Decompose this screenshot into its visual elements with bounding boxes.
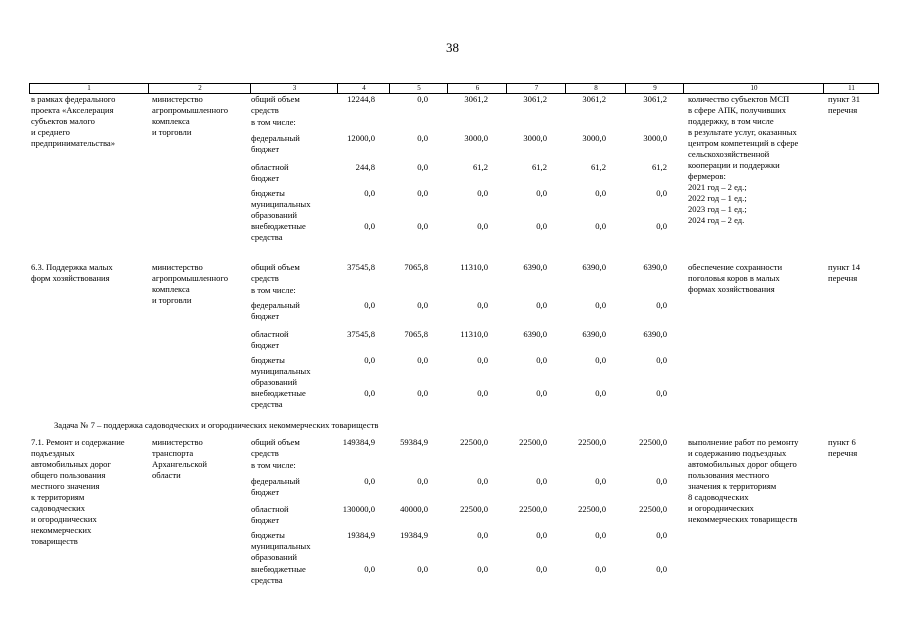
column-number: 7 xyxy=(506,84,566,93)
amount-cell: 0,0 xyxy=(595,530,606,540)
funding-source-label: в том числе: xyxy=(251,460,296,470)
list-reference: пункт 6 xyxy=(828,437,856,447)
amount-cell: 0,0 xyxy=(417,355,428,365)
measure-name: и огороднических xyxy=(31,514,97,524)
measure-name: 6.3. Поддержка малых xyxy=(31,262,113,272)
amount-cell: 7065,8 xyxy=(404,262,428,272)
amount-cell: 19384,9 xyxy=(347,530,375,540)
responsible-executor: и торговли xyxy=(152,295,192,305)
result-indicator: 2021 год – 2 ед.; xyxy=(688,182,747,192)
funding-source-label: федеральный xyxy=(251,133,300,143)
amount-cell: 0,0 xyxy=(595,188,606,198)
amount-cell: 3061,2 xyxy=(523,94,547,104)
responsible-executor: министерство xyxy=(152,437,203,447)
measure-name: в рамках федерального xyxy=(31,94,116,104)
responsible-executor: транспорта xyxy=(152,448,194,458)
result-indicator: 8 садоводческих xyxy=(688,492,749,502)
amount-cell: 0,0 xyxy=(477,188,488,198)
funding-source-label: внебюджетные xyxy=(251,388,306,398)
amount-cell: 59384,9 xyxy=(400,437,428,447)
responsible-executor: агропромышленного xyxy=(152,105,228,115)
amount-cell: 0,0 xyxy=(656,221,667,231)
amount-cell: 0,0 xyxy=(477,355,488,365)
funding-source-label: бюджеты xyxy=(251,355,285,365)
amount-cell: 3000,0 xyxy=(464,133,488,143)
result-indicator: и содержанию подъездных xyxy=(688,448,787,458)
column-number: 6 xyxy=(447,84,507,93)
measure-name: проекта «Акселерация xyxy=(31,105,114,115)
measure-name: субъектов малого xyxy=(31,116,95,126)
amount-cell: 0,0 xyxy=(364,388,375,398)
amount-cell: 0,0 xyxy=(417,162,428,172)
amount-cell: 0,0 xyxy=(364,476,375,486)
funding-source-label: средства xyxy=(251,232,283,242)
funding-source-label: бюджет xyxy=(251,515,280,525)
amount-cell: 3061,2 xyxy=(582,94,606,104)
result-indicator: поголовья коров в малых xyxy=(688,273,780,283)
amount-cell: 22500,0 xyxy=(519,437,547,447)
funding-source-label: в том числе: xyxy=(251,117,296,127)
funding-source-label: в том числе: xyxy=(251,285,296,295)
amount-cell: 6390,0 xyxy=(582,329,606,339)
funding-source-label: образований xyxy=(251,377,297,387)
measure-name: 7.1. Ремонт и содержание xyxy=(31,437,125,447)
amount-cell: 244,8 xyxy=(355,162,375,172)
result-indicator: автомобильных дорог общего xyxy=(688,459,797,469)
amount-cell: 0,0 xyxy=(656,300,667,310)
amount-cell: 22500,0 xyxy=(460,437,488,447)
amount-cell: 0,0 xyxy=(477,476,488,486)
funding-source-label: средств xyxy=(251,273,279,283)
result-indicator: некоммерческих товариществ xyxy=(688,514,798,524)
funding-source-label: муниципальных xyxy=(251,199,311,209)
funding-source-label: федеральный xyxy=(251,300,300,310)
responsible-executor: комплекса xyxy=(152,116,190,126)
result-indicator: центром компетенций в сфере xyxy=(688,138,799,148)
amount-cell: 0,0 xyxy=(595,388,606,398)
amount-cell: 0,0 xyxy=(595,564,606,574)
amount-cell: 37545,8 xyxy=(347,329,375,339)
amount-cell: 0,0 xyxy=(536,388,547,398)
amount-cell: 0,0 xyxy=(477,564,488,574)
result-indicator: фермеров: xyxy=(688,171,726,181)
amount-cell: 40000,0 xyxy=(400,504,428,514)
funding-source-label: общий объем xyxy=(251,94,300,104)
result-indicator: количество субъектов МСП xyxy=(688,94,790,104)
amount-cell: 61,2 xyxy=(651,162,667,172)
column-number: 3 xyxy=(250,84,338,93)
result-indicator: формах хозяйствования xyxy=(688,284,775,294)
amount-cell: 0,0 xyxy=(477,221,488,231)
amount-cell: 0,0 xyxy=(536,300,547,310)
column-number: 9 xyxy=(625,84,684,93)
amount-cell: 0,0 xyxy=(364,300,375,310)
amount-cell: 130000,0 xyxy=(342,504,375,514)
funding-source-label: средства xyxy=(251,575,283,585)
result-indicator: выполнение работ по ремонту xyxy=(688,437,799,447)
amount-cell: 0,0 xyxy=(477,300,488,310)
amount-cell: 22500,0 xyxy=(519,504,547,514)
amount-cell: 0,0 xyxy=(364,188,375,198)
funding-source-label: областной xyxy=(251,162,289,172)
result-indicator: и огороднических xyxy=(688,503,754,513)
funding-source-label: средств xyxy=(251,448,279,458)
measure-name: подъездных xyxy=(31,448,75,458)
column-number: 2 xyxy=(148,84,251,93)
column-number: 4 xyxy=(337,84,390,93)
list-reference: пункт 31 xyxy=(828,94,861,104)
amount-cell: 0,0 xyxy=(595,300,606,310)
measure-name: местного значения xyxy=(31,481,100,491)
amount-cell: 3000,0 xyxy=(582,133,606,143)
result-indicator: в сфере АПК, получивших xyxy=(688,105,787,115)
page-number: 38 xyxy=(446,40,459,55)
amount-cell: 0,0 xyxy=(417,94,428,104)
amount-cell: 3000,0 xyxy=(523,133,547,143)
measure-name: общего пользования xyxy=(31,470,106,480)
amount-cell: 0,0 xyxy=(595,476,606,486)
amount-cell: 0,0 xyxy=(477,530,488,540)
funding-source-label: муниципальных xyxy=(251,541,311,551)
amount-cell: 0,0 xyxy=(417,564,428,574)
amount-cell: 22500,0 xyxy=(639,437,667,447)
result-indicator: 2022 год – 1 ед.; xyxy=(688,193,747,203)
amount-cell: 37545,8 xyxy=(347,262,375,272)
amount-cell: 0,0 xyxy=(536,564,547,574)
amount-cell: 0,0 xyxy=(417,476,428,486)
task-heading: Задача № 7 – поддержка садоводческих и огороднических некоммерческих товариществ xyxy=(54,420,379,430)
funding-source-label: муниципальных xyxy=(251,366,311,376)
funding-source-label: бюджет xyxy=(251,340,280,350)
funding-source-label: бюджет xyxy=(251,487,280,497)
responsible-executor: агропромышленного xyxy=(152,273,228,283)
amount-cell: 0,0 xyxy=(417,221,428,231)
funding-source-label: бюджеты xyxy=(251,530,285,540)
column-number: 10 xyxy=(683,84,824,93)
amount-cell: 7065,8 xyxy=(404,329,428,339)
amount-cell: 0,0 xyxy=(656,476,667,486)
funding-source-label: образований xyxy=(251,552,297,562)
amount-cell: 0,0 xyxy=(417,300,428,310)
responsible-executor: министерство xyxy=(152,262,203,272)
funding-source-label: бюджет xyxy=(251,311,280,321)
amount-cell: 11310,0 xyxy=(460,329,488,339)
amount-cell: 0,0 xyxy=(417,388,428,398)
amount-cell: 61,2 xyxy=(472,162,488,172)
funding-source-label: средства xyxy=(251,399,283,409)
list-reference: перечня xyxy=(828,273,858,283)
measure-name: к территориям xyxy=(31,492,85,502)
funding-source-label: федеральный xyxy=(251,476,300,486)
measure-name: садоводческих xyxy=(31,503,86,513)
amount-cell: 19384,9 xyxy=(400,530,428,540)
list-reference: перечня xyxy=(828,448,858,458)
amount-cell: 61,2 xyxy=(531,162,547,172)
amount-cell: 61,2 xyxy=(590,162,606,172)
column-number: 5 xyxy=(389,84,448,93)
funding-source-label: общий объем xyxy=(251,262,300,272)
responsible-executor: и торговли xyxy=(152,127,192,137)
list-reference: пункт 14 xyxy=(828,262,861,272)
amount-cell: 0,0 xyxy=(536,530,547,540)
amount-cell: 0,0 xyxy=(595,221,606,231)
result-indicator: поддержку, в том числе xyxy=(688,116,774,126)
amount-cell: 0,0 xyxy=(656,188,667,198)
funding-source-label: внебюджетные xyxy=(251,221,306,231)
result-indicator: в результате услуг, оказанных xyxy=(688,127,797,137)
measure-name: товариществ xyxy=(31,536,78,546)
amount-cell: 0,0 xyxy=(595,355,606,365)
measure-name: и среднего xyxy=(31,127,70,137)
result-indicator: пользования местного xyxy=(688,470,770,480)
amount-cell: 6390,0 xyxy=(643,262,667,272)
amount-cell: 12000,0 xyxy=(347,133,375,143)
responsible-executor: министерство xyxy=(152,94,203,104)
column-number: 1 xyxy=(87,84,91,92)
amount-cell: 0,0 xyxy=(656,564,667,574)
amount-cell: 11310,0 xyxy=(460,262,488,272)
amount-cell: 22500,0 xyxy=(639,504,667,514)
funding-source-label: бюджет xyxy=(251,173,280,183)
list-reference: перечня xyxy=(828,105,858,115)
amount-cell: 3000,0 xyxy=(643,133,667,143)
funding-source-label: областной xyxy=(251,329,289,339)
amount-cell: 6390,0 xyxy=(582,262,606,272)
amount-cell: 0,0 xyxy=(656,355,667,365)
amount-cell: 22500,0 xyxy=(578,437,606,447)
amount-cell: 22500,0 xyxy=(460,504,488,514)
amount-cell: 0,0 xyxy=(477,388,488,398)
result-indicator: обеспечение сохранности xyxy=(688,262,783,272)
amount-cell: 0,0 xyxy=(417,188,428,198)
responsible-executor: комплекса xyxy=(152,284,190,294)
amount-cell: 0,0 xyxy=(536,188,547,198)
measure-name: форм хозяйствования xyxy=(31,273,110,283)
amount-cell: 0,0 xyxy=(536,355,547,365)
funding-source-label: образований xyxy=(251,210,297,220)
funding-source-label: общий объем xyxy=(251,437,300,447)
funding-source-label: бюджет xyxy=(251,144,280,154)
measure-name: некоммерческих xyxy=(31,525,92,535)
amount-cell: 22500,0 xyxy=(578,504,606,514)
amount-cell: 0,0 xyxy=(536,221,547,231)
column-number: 11 xyxy=(823,84,879,93)
responsible-executor: Архангельской xyxy=(152,459,207,469)
amount-cell: 6390,0 xyxy=(523,262,547,272)
result-indicator: 2024 год – 2 ед. xyxy=(688,215,745,225)
measure-name: автомобильных дорог xyxy=(31,459,111,469)
funding-source-label: областной xyxy=(251,504,289,514)
amount-cell: 149384,9 xyxy=(342,437,375,447)
column-number-header xyxy=(29,83,879,94)
amount-cell: 0,0 xyxy=(656,530,667,540)
result-indicator: 2023 год – 1 ед.; xyxy=(688,204,747,214)
amount-cell: 0,0 xyxy=(364,221,375,231)
responsible-executor: области xyxy=(152,470,181,480)
column-number: 8 xyxy=(565,84,626,93)
amount-cell: 12244,8 xyxy=(347,94,375,104)
measure-name: предпринимательства» xyxy=(31,138,116,148)
amount-cell: 0,0 xyxy=(417,133,428,143)
result-indicator: сельскохозяйственной xyxy=(688,149,770,159)
amount-cell: 6390,0 xyxy=(643,329,667,339)
result-indicator: значения к территориям xyxy=(688,481,777,491)
amount-cell: 3061,2 xyxy=(643,94,667,104)
result-indicator: кооперации и поддержки xyxy=(688,160,780,170)
amount-cell: 3061,2 xyxy=(464,94,488,104)
amount-cell: 0,0 xyxy=(656,388,667,398)
funding-source-label: внебюджетные xyxy=(251,564,306,574)
amount-cell: 6390,0 xyxy=(523,329,547,339)
amount-cell: 0,0 xyxy=(536,476,547,486)
amount-cell: 0,0 xyxy=(364,355,375,365)
amount-cell: 0,0 xyxy=(364,564,375,574)
funding-source-label: средств xyxy=(251,105,279,115)
funding-source-label: бюджеты xyxy=(251,188,285,198)
